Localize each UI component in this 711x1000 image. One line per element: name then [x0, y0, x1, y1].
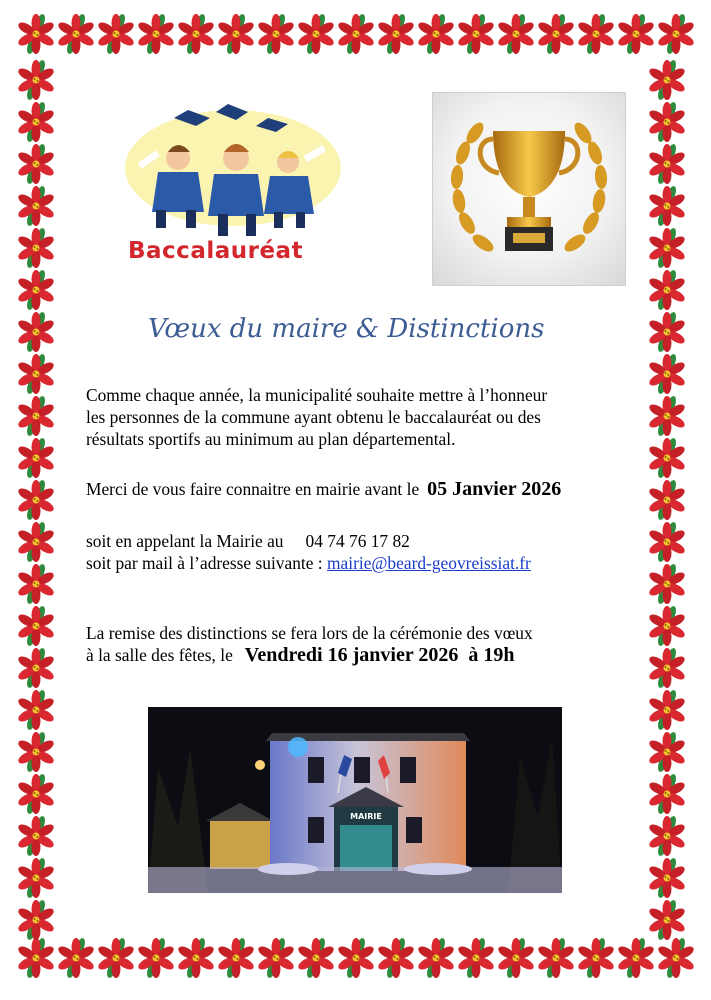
- poinsettia-icon: [647, 522, 687, 562]
- poinsettia-icon: [256, 938, 296, 978]
- poinsettia-icon: [256, 14, 296, 54]
- intro-paragraph: [86, 384, 646, 450]
- border-top: [16, 14, 696, 62]
- poinsettia-icon: [647, 438, 687, 478]
- poinsettia-icon: [16, 564, 56, 604]
- border-right: [647, 60, 695, 940]
- poinsettia-icon: [647, 270, 687, 310]
- poinsettia-icon: [176, 938, 216, 978]
- border-left: [16, 60, 64, 940]
- page-title: Vœux du maire & Distinctions: [148, 314, 545, 344]
- poinsettia-icon: [16, 732, 56, 772]
- poinsettia-icon: [647, 648, 687, 688]
- mail-text: soit par mail à l’adresse suivante :: [86, 553, 323, 573]
- poinsettia-icon: [647, 354, 687, 394]
- poinsettia-icon: [16, 858, 56, 898]
- ceremony-line-1: La remise des distinctions se fera lors de la cérémonie des vœux: [86, 623, 533, 643]
- poinsettia-icon: [16, 774, 56, 814]
- poinsettia-icon: [647, 732, 687, 772]
- ceremony-time: à 19h: [468, 644, 515, 666]
- poinsettia-icon: [456, 14, 496, 54]
- poinsettia-icon: [16, 396, 56, 436]
- poinsettia-icon: [16, 60, 56, 100]
- poinsettia-icon: [576, 14, 616, 54]
- poinsettia-icon: [16, 102, 56, 142]
- poinsettia-icon: [16, 900, 56, 940]
- poinsettia-icon: [647, 774, 687, 814]
- trophy-icon: [433, 93, 625, 285]
- deadline-paragraph: [86, 478, 646, 500]
- poinsettia-icon: [647, 144, 687, 184]
- poinsettia-icon: [16, 186, 56, 226]
- poinsettia-icon: [336, 938, 376, 978]
- contact-paragraph: [86, 530, 646, 574]
- poinsettia-icon: [16, 14, 56, 54]
- poinsettia-icon: [647, 816, 687, 856]
- poinsettia-icon: [16, 312, 56, 352]
- poinsettia-icon: [16, 938, 56, 978]
- phone-text: soit en appelant la Mairie au: [86, 531, 284, 551]
- poinsettia-icon: [296, 14, 336, 54]
- intro-line-2: les personnes de la commune ayant obtenu le baccalauréat ou des: [86, 407, 541, 427]
- poinsettia-icon: [616, 14, 656, 54]
- poinsettia-icon: [416, 14, 456, 54]
- poinsettia-icon: [496, 938, 536, 978]
- poinsettia-icon: [656, 14, 696, 54]
- poinsettia-icon: [647, 312, 687, 352]
- border-bottom: [16, 938, 696, 986]
- poinsettia-icon: [16, 648, 56, 688]
- intro-line-1: Comme chaque année, la municipalité souhaite mettre à l’honneur: [86, 385, 548, 405]
- poinsettia-icon: [647, 480, 687, 520]
- poinsettia-icon: [647, 900, 687, 940]
- poinsettia-icon: [96, 14, 136, 54]
- poinsettia-icon: [16, 354, 56, 394]
- town-hall-photo: [148, 707, 562, 893]
- poinsettia-icon: [656, 938, 696, 978]
- deadline-date: 05 Janvier 2026: [427, 478, 562, 500]
- poinsettia-icon: [647, 858, 687, 898]
- poinsettia-icon: [647, 102, 687, 142]
- poinsettia-icon: [536, 938, 576, 978]
- ceremony-date: Vendredi 16 janvier 2026: [244, 644, 459, 666]
- poinsettia-icon: [647, 564, 687, 604]
- poinsettia-icon: [376, 14, 416, 54]
- poinsettia-icon: [647, 606, 687, 646]
- poinsettia-icon: [136, 938, 176, 978]
- poinsettia-icon: [16, 270, 56, 310]
- poinsettia-icon: [176, 14, 216, 54]
- email-link[interactable]: mairie@beard-geovreissiat.fr: [327, 553, 531, 573]
- poinsettia-icon: [16, 690, 56, 730]
- poinsettia-icon: [536, 14, 576, 54]
- poinsettia-icon: [16, 480, 56, 520]
- poinsettia-icon: [56, 14, 96, 54]
- poinsettia-icon: [216, 938, 256, 978]
- poinsettia-icon: [647, 396, 687, 436]
- poinsettia-icon: [376, 938, 416, 978]
- poinsettia-icon: [576, 938, 616, 978]
- poinsettia-icon: [647, 690, 687, 730]
- phone-number: 04 74 76 17 82: [305, 531, 410, 551]
- poinsettia-icon: [496, 14, 536, 54]
- deadline-text: Merci de vous faire connaitre en mairie avant le: [86, 479, 420, 499]
- poinsettia-icon: [16, 606, 56, 646]
- mairie-sign: MAIRIE: [350, 812, 382, 821]
- poinsettia-icon: [647, 228, 687, 268]
- intro-line-3: résultats sportifs au minimum au plan départemental.: [86, 429, 456, 449]
- baccalaureat-label: Baccalauréat: [128, 238, 304, 264]
- poinsettia-icon: [647, 60, 687, 100]
- poinsettia-icon: [16, 522, 56, 562]
- poinsettia-icon: [456, 938, 496, 978]
- poinsettia-icon: [96, 938, 136, 978]
- trophy-image: [432, 92, 626, 286]
- poinsettia-icon: [216, 14, 256, 54]
- poinsettia-icon: [136, 14, 176, 54]
- poinsettia-icon: [56, 938, 96, 978]
- ceremony-paragraph: [86, 622, 646, 666]
- poinsettia-icon: [16, 438, 56, 478]
- poinsettia-icon: [16, 144, 56, 184]
- poinsettia-icon: [416, 938, 456, 978]
- poinsettia-icon: [647, 186, 687, 226]
- poinsettia-icon: [296, 938, 336, 978]
- poinsettia-icon: [16, 228, 56, 268]
- poinsettia-icon: [336, 14, 376, 54]
- poinsettia-icon: [16, 816, 56, 856]
- ceremony-line-2: à la salle des fêtes, le: [86, 645, 233, 665]
- poinsettia-icon: [616, 938, 656, 978]
